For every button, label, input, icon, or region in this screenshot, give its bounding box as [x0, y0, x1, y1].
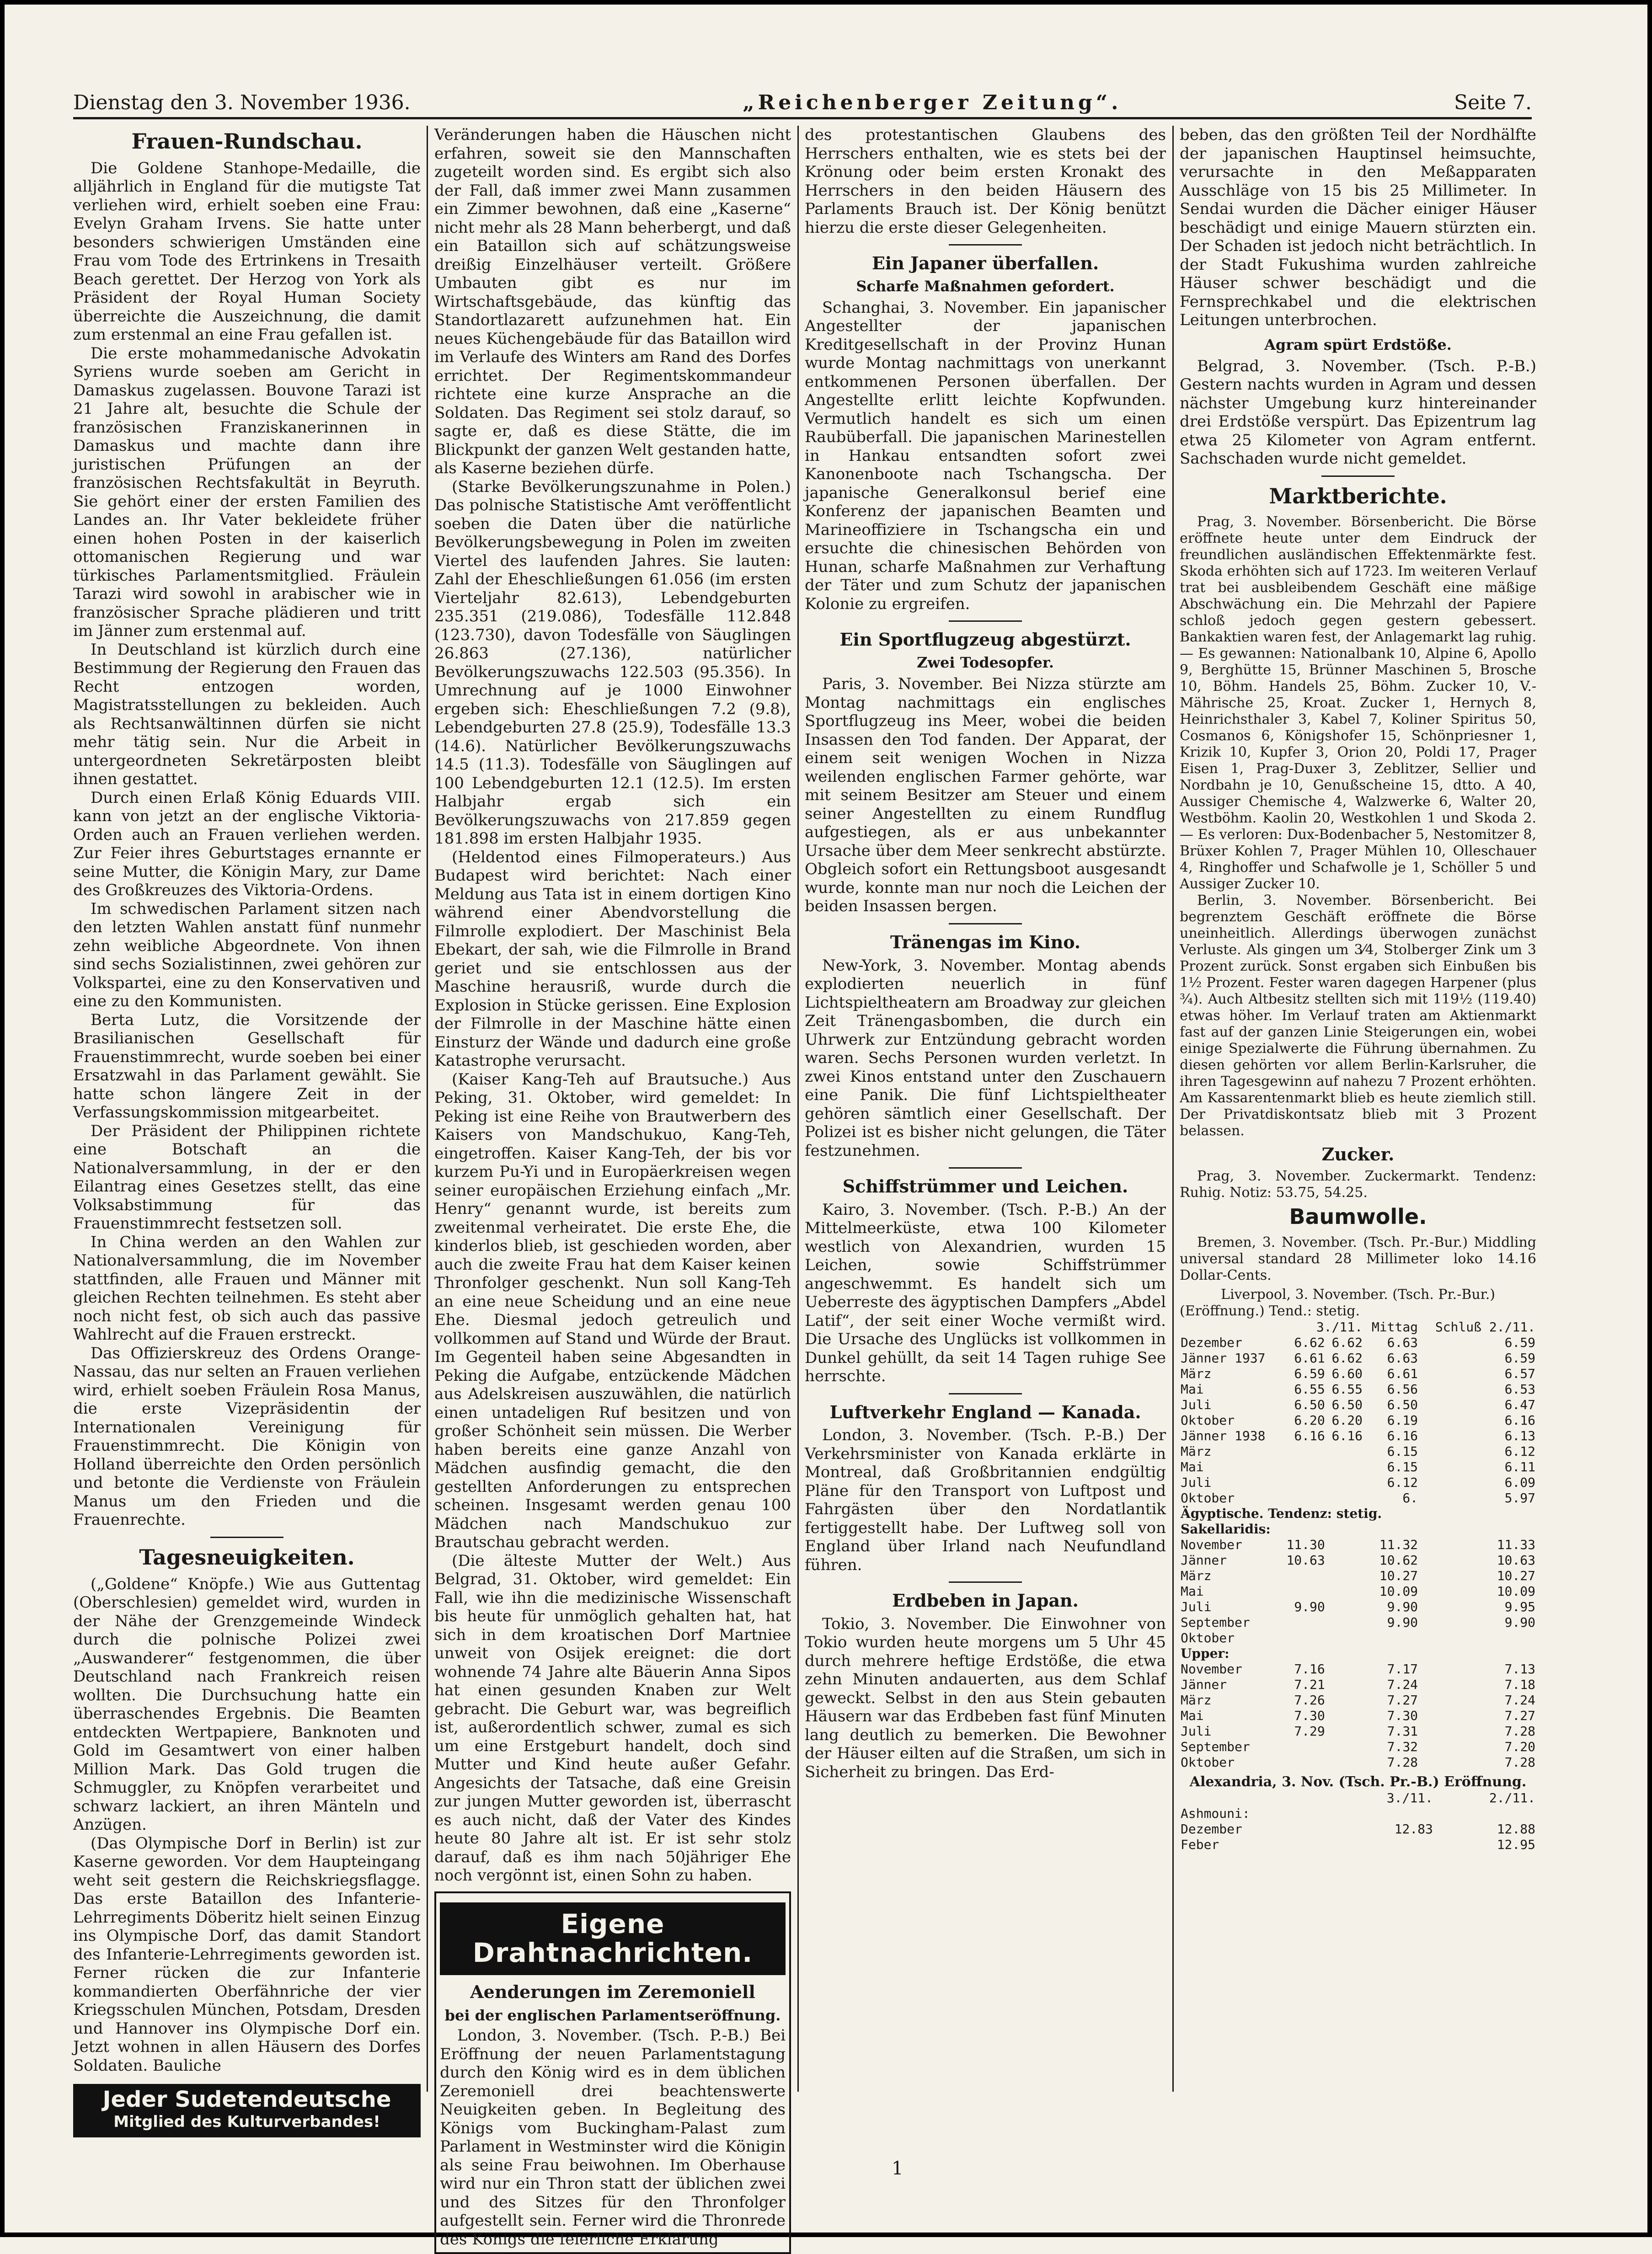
table-row-label: September — [1180, 1739, 1279, 1755]
table-cell: 10.09 — [1363, 1584, 1419, 1599]
article-paragraph: (Starke Bevölkerungszunahme in Polen.) Das polnische Statistische Amt veröffentlicht soeben die Daten über die natürliche Bevölkerungsbewegung in Polen im zweiten Viertel des laufenden Jahres. Sie lauten: Zahl der Eheschließungen 61.056 (im ersten Vierteljahr 82.613), Lebendgeburten 235.351 (219.086), Todesfälle 112.848 (123.730), davon Todesfälle von Säuglingen 26.863 (27.136), natürlicher Bevölkerungszuwachs 122.503 (95.356). In Umrechnung auf je 1000 Einwohner ergeben sich: Eheschließungen 7.2 (9.8), Lebendgeburten 27.8 (25.9), Todesfälle 13.3 (14.6). Natürlicher Bevölkerungszuwachs 14.5 (11.3). Todesfälle von Säuglingen auf 100 Lebendgeburten 12.1 (12.5). Im ersten Halbjahr ergab sich ein Bevölkerungszuwachs von 217.859 gegen 181.898 im ersten Halbjahr 1935. — [434, 478, 791, 848]
liverpool-subheader: (Eröffnung.) Tend.: stetig. — [1180, 1303, 1536, 1319]
market-report-prag: Prag, 3. November. Börsenbericht. Die Börse eröffnete heute unter dem Eindruck der freundlichen ausländischen Effektenmärkte fest. Skoda erhöhten sich auf 1723. Im weiteren Verlauf trat bei ausbleibendem Geschäft eine mäßige Abschwächung ein. Die Mehrzahl der Papiere schloß jedoch gegen gestern gebessert. Bankaktien waren fest, der Anlagemarkt lag ruhig. — Es gewannen: Nationalbank 10, Alpine 6, Apollo 9, Berghütte 15, Brünner Maschinen 5, Brosche 10, Böhm. Handels 25, Böhm. Zucker 10, V.-Mährische 25, Kroat. Zucker 1, Hernych 8, Heinrichsthaler 3, Kabel 7, Koliner Spiritus 50, Cosmanos 6, Königshofer 15, Schönpriesner 1, Krizik 10, Kupfer 3, Orion 20, Poldi 17, Prager Eisen 1, Prag-Duxer 3, Zeblitzer, Sellier und Nordbahn je 10, Genußscheine 15, dtto. A 40, Aussiger Chemische 4, Walzwerke 6, Walter 20, Westböhm. Kaolin 20, Westkohlen 1 und Skoda 2. — Es verloren: Dux-Bodenbacher 5, Nestomitzer 8, Brüxer Kohlen 7, Prager Mühlen 10, Olleschauer 4, Ringhoffer und Schafwolle je 1, Schöller 5 und Aussiger Zucker 10. — [1180, 514, 1536, 892]
table-cell — [1326, 1724, 1363, 1739]
article-paragraph: („Goldene“ Knöpfe.) Wie aus Guttentag (Oberschlesien) gemeldet wird, wurden in der Nähe der Grenzgemeinde Windeck durch die polnische Polizei zwei „Auswanderer“ festgenommen, die über Deutschland nach Frankreich reisen wollten. Die Durchsuchung hatte ein überraschendes Ergebnis. Die Beamten entdeckten Wertpapiere, Banknoten und Gold im Gesamtwert von einer halben Million Mark. Das Gold trugen die Schmuggler, zu Knöpfen verarbeitet und schwarz lackiert, an ihren Mänteln und Anzügen. — [73, 1575, 421, 1834]
page-header — [73, 82, 1532, 114]
table-row-label: Mai — [1180, 1459, 1279, 1475]
table-group-header: Upper: — [1180, 1646, 1536, 1661]
section-divider — [949, 1167, 1022, 1169]
table-cell — [1279, 1584, 1326, 1599]
column-4 — [1180, 126, 1536, 2092]
table-cell: 6.55 — [1279, 1382, 1326, 1397]
table-row-label: Oktober — [1180, 1490, 1279, 1506]
table-cell: 10.09 — [1419, 1584, 1536, 1599]
scan-border-left — [0, 0, 5, 2237]
table-col-header: Schluß 2./11. — [1419, 1319, 1536, 1335]
section-divider — [949, 1581, 1022, 1583]
table-cell: 7.28 — [1363, 1755, 1419, 1770]
column-rule-3 — [1172, 126, 1174, 2092]
table-row — [1180, 1599, 1536, 1615]
table-row-label: Feber — [1180, 1837, 1331, 1853]
table-cell: 7.27 — [1363, 1693, 1419, 1708]
table-cell — [1326, 1568, 1363, 1584]
market-report-berlin: Berlin, 3. November. Börsenbericht. Bei begrenztem Geschäft eröffnete die Börse uneinheitlich. Allerdings überwogen zunächst Verluste. Als gingen um 3⁄4, Stolberger Zink um 3 Prozent zurück. Sonst ergaben sich Einbußen bis 1½ Prozent. Fester waren dagegen Harpener (plus ¾). Auch Altbesitz stellten sich mit 119½ (119.40) etwas höher. Im Verlauf traten am Aktienmarkt fast auf der ganzen Linie Steigerungen ein, wobei einige Spezialwerte die Führung übernahmen. Zu diesen gehörten vor allem Berlin-Karlsruher, die ihren Tagesgewinn auf nahezu 7 Prozent erhöhten. Am Kassarentenmarkt blieb es heute ziemlich still. Der Privatdiskontsatz blieb mit 3 Prozent belassen. — [1180, 892, 1536, 1139]
table-cell — [1279, 1568, 1326, 1584]
table-cell: 9.90 — [1419, 1615, 1536, 1630]
table-cell: 7.29 — [1279, 1724, 1326, 1739]
table-row-label: März — [1180, 1366, 1279, 1382]
article-paragraph: Im schwedischen Parlament sitzen nach den letzten Wahlen anstatt fünf nunmehr zehn weibliche Abgeordnete. Von ihnen sind sechs Sozialistinnen, zwei gehören zur Volkspartei, eine zu den Konservativen und eine zu den Kommunisten. — [73, 900, 421, 1011]
section-title-tagesneuigkeiten: Tagesneuigkeiten. — [73, 1545, 421, 1570]
table-cell: 7.32 — [1363, 1739, 1419, 1755]
table-cell — [1326, 1475, 1363, 1490]
article-subtitle: bei der englischen Parlamentseröffnung. — [440, 2006, 786, 2025]
table-cell: 6.12 — [1419, 1444, 1536, 1459]
table-cell: 7.24 — [1363, 1677, 1419, 1693]
table-cell — [1326, 1553, 1363, 1568]
article-paragraph: Tokio, 3. November. Die Einwohner von Tokio wurden heute morgens um 5 Uhr 45 durch mehrere heftige Erdstöße, die etwa zehn Minuten andauerten, aus dem Schlaf geweckt. Selbst in den aus Stein gebauten Häusern war das Erdbeben fast fünf Minuten lang deutlich zu bemerken. Die Bewohner der Häuser eilten auf die Straßen, um sich in Sicherheit zu bringen. Das Erd- — [805, 1615, 1166, 1782]
table-cell: 9.90 — [1363, 1615, 1419, 1630]
table-cell: 7.30 — [1363, 1708, 1419, 1724]
article-title-sportflugzeug: Ein Sportflugzeug abgestürzt. — [805, 629, 1166, 650]
table-cell: 6.57 — [1419, 1366, 1536, 1382]
table-cell: 6.16 — [1326, 1428, 1363, 1444]
article-paragraph: Paris, 3. November. Bei Nizza stürzte am Montag nachmittags ein englisches Sportflugzeug ins Meer, wobei die beiden Insassen den Tod fanden. Der Apparat, der einem seit wenigen Wochen in Nizza weilenden englischen Farmer gehörte, war mit seinem Besitzer am Steuer und einem seiner Angestellten zu einem Rundflug aufgestiegen, als er aus unbekannter Ursache über dem Meer senkrecht abstürzte. Obgleich sofort ein Rettungsboot ausgesandt wurde, konnte man nur noch die Leichen der beiden Insassen bergen. — [805, 675, 1166, 916]
table-row — [1180, 1366, 1536, 1382]
table-cell — [1363, 1630, 1419, 1646]
table-cell — [1419, 1630, 1536, 1646]
column-3 — [805, 126, 1166, 2092]
table-cell — [1279, 1444, 1326, 1459]
liverpool-header: Liverpool, 3. November. (Tsch. Pr.-Bur.) — [1180, 1287, 1536, 1303]
article-title-traenengas: Tränengas im Kino. — [805, 932, 1166, 953]
article-title-zucker: Zucker. — [1180, 1144, 1536, 1165]
table-row-label: Dezember — [1180, 1821, 1331, 1837]
table-cell: 10.27 — [1363, 1568, 1419, 1584]
table-cell: 6.59 — [1279, 1366, 1326, 1382]
alexandria-table — [1180, 1790, 1536, 1853]
table-cell: 6.19 — [1363, 1413, 1419, 1428]
table-cell: 6.60 — [1326, 1366, 1363, 1382]
table-row-label: Mai — [1180, 1584, 1279, 1599]
table-row-label: Oktober — [1180, 1413, 1279, 1428]
table-col-header: 3./11. — [1279, 1319, 1363, 1335]
table-cell: 12.83 — [1331, 1821, 1434, 1837]
table-row — [1180, 1693, 1536, 1708]
table-row — [1180, 1568, 1536, 1584]
article-paragraph: (Die älteste Mutter der Welt.) Aus Belgrad, 31. Oktober, wird gemeldet: Ein Fall, wie ihn die medizinische Wissenschaft bis heute für unmöglich gehalten hat, hat sich in dem kroatischen Dorf Martniee unweit von Osijek ereignet: die dort wohnende 74 Jahre alte Bäuerin Anna Sipos hat einen gesunden Knaben zur Welt gebracht. Die Geburt war, was begreiflich ist, außerordentlich schwer, zumal es sich um eine Erstgeburt handelt, doch sind Mutter und Kind heute außer Gefahr. Angesichts der Tatsache, daß eine Greisin zur jungen Mutter geworden ist, überrascht es auch nicht, daß der Vater des Kindes heute 80 Jahre alt ist. Er ist sehr stolz darauf, daß es ihm nach 50jähriger Ehe noch vergönnt ist, einen Sohn zu haben. — [434, 1552, 791, 1885]
table-row-label: Juli — [1180, 1599, 1279, 1615]
table-row — [1180, 1630, 1536, 1646]
table-row — [1180, 1553, 1536, 1568]
table-cell: 10.62 — [1363, 1553, 1419, 1568]
cotton-table — [1180, 1319, 1536, 1770]
table-cell: 7.31 — [1363, 1724, 1419, 1739]
section-title-frauen-rundschau: Frauen-Rundschau. — [73, 129, 421, 154]
table-row-label: November — [1180, 1661, 1279, 1677]
table-row-label: September — [1180, 1615, 1279, 1630]
article-paragraph: Der Präsident der Philippinen richtete eine Botschaft an die Nationalversammlung, in der er den Eilantrag eines Gesetzes stellt, das eine Volksabstimmung für das Frauenstimmrecht festsetzen soll. — [73, 1122, 421, 1233]
section-divider — [949, 244, 1022, 246]
article-subtitle: Scharfe Maßnahmen gefordert. — [805, 278, 1166, 295]
table-row — [1180, 1837, 1536, 1853]
table-cell: 7.13 — [1419, 1661, 1536, 1677]
table-cell — [1326, 1490, 1363, 1506]
table-cell — [1434, 1806, 1536, 1821]
table-cell — [1326, 1584, 1363, 1599]
table-cell: 11.30 — [1279, 1537, 1326, 1553]
table-cell: 10.63 — [1279, 1553, 1326, 1568]
table-cell: 6.09 — [1419, 1475, 1536, 1490]
table-cell: 6.16 — [1363, 1428, 1419, 1444]
table-cell: 6.62 — [1326, 1335, 1363, 1351]
article-paragraph: (Das Olympische Dorf in Berlin) ist zur Kaserne geworden. Vor dem Haupteingang weht seit gestern die Reichskriegsflagge. Das erste Bataillon des Infanterie-Lehrregiments Döberitz hielt seinen Einzug ins Olympische Dorf, das damit Standort des Infanterie-Lehrregiments geworden ist. Ferner rücken die zur Infanterie kommandierten Oberfähnriche der vier Kriegsschulen München, Potsdam, Dresden und Hannover ins Olympische Dorf ein. Jetzt wohnen in allen Häusern des Dorfes Soldaten. Bauliche — [73, 1834, 421, 2075]
table-cell — [1326, 1708, 1363, 1724]
table-row — [1180, 1739, 1536, 1755]
article-paragraph: In China werden an den Wahlen zur Nationalversammlung, die im November stattfinden, alle Frauen und Männer mit gleichen Rechten teilnehmen. Es steht aber noch nicht fest, ob sich auch das passive Wahlrecht auf die Frauen erstreckt. — [73, 1233, 421, 1344]
table-cell — [1326, 1739, 1363, 1755]
table-cell: 6.56 — [1363, 1382, 1419, 1397]
column-rule-2 — [797, 126, 799, 2092]
table-row — [1180, 1755, 1536, 1770]
table-row — [1180, 1661, 1536, 1677]
table-cell: 6. — [1363, 1490, 1419, 1506]
table-cell: 7.28 — [1419, 1724, 1536, 1739]
table-cell — [1279, 1490, 1326, 1506]
table-cell: 7.27 — [1419, 1708, 1536, 1724]
table-row — [1180, 1428, 1536, 1444]
table-cell: 6.20 — [1279, 1413, 1326, 1428]
header-date: Dienstag den 3. November 1936. — [73, 91, 411, 114]
header-rule — [73, 117, 1532, 119]
table-row — [1180, 1708, 1536, 1724]
table-cell: 6.16 — [1419, 1413, 1536, 1428]
table-cell: 6.59 — [1419, 1351, 1536, 1366]
table-row-label: März — [1180, 1568, 1279, 1584]
article-paragraph: Belgrad, 3. November. (Tsch. P.-B.) Gestern nachts wurden in Agram und dessen nächster Umgebung kurz hintereinander drei Erdstöße verspürt. Das Epizentrum lag etwa 25 Kilometer von Agram entfernt. Sachschaden wurde nicht gemeldet. — [1180, 357, 1536, 468]
table-cell — [1326, 1693, 1363, 1708]
table-cell: 7.20 — [1419, 1739, 1536, 1755]
ad-line-2: Mitglied des Kulturverbandes! — [76, 2113, 418, 2131]
header-page-number: Seite 7. — [1454, 91, 1532, 114]
table-row-label: Mai — [1180, 1382, 1279, 1397]
table-cell: 6.15 — [1363, 1444, 1419, 1459]
table-cell: 10.63 — [1419, 1553, 1536, 1568]
article-title-erdbeben: Erdbeben in Japan. — [805, 1590, 1166, 1611]
alexandria-header: Alexandria, 3. Nov. (Tsch. Pr.-B.) Eröffnung. — [1180, 1774, 1536, 1790]
table-group-header: Sakellaridis: — [1180, 1522, 1536, 1537]
article-title-luftverkehr: Luftverkehr England — Kanada. — [805, 1402, 1166, 1423]
table-cell: 10.27 — [1419, 1568, 1536, 1584]
article-paragraph: Durch einen Erlaß König Eduards VIII. kann von jetzt an der englische Viktoria-Orden auch an Frauen verliehen werden. Zur Feier ihres Geburtstages ernannte er seine Mutter, die Königin Mary, zur Dame des Großkreuzes des Viktoria-Ordens. — [73, 789, 421, 900]
table-cell: 6.11 — [1419, 1459, 1536, 1475]
table-row — [1180, 1584, 1536, 1599]
article-paragraph: beben, das den größten Teil der Nordhälfte der japanischen Hauptinsel heimsuchte, verursachte in den Meßapparaten Ausschläge von 15 bis 25 Millimeter. In Sendai wurden die Dächer einiger Häuser beschädigt und einige Mauern stürzten ein. Der Schaden ist jedoch nicht beträchtlich. In der Stadt Fukushima wurden zahlreiche Häuser schwer beschädigt und die Fernsprechkabel und die elektrischen Leitungen unterbrochen. — [1180, 126, 1536, 330]
table-row — [1180, 1397, 1536, 1413]
table-cell: 7.21 — [1279, 1677, 1326, 1693]
header-newspaper-name: „Reichenberger Zeitung“. — [743, 91, 1122, 114]
table-cell: 6.16 — [1279, 1428, 1326, 1444]
table-row-label: Oktober — [1180, 1630, 1279, 1646]
table-cell: 6.47 — [1419, 1397, 1536, 1413]
table-row — [1180, 1724, 1536, 1739]
table-cell: 6.63 — [1363, 1351, 1419, 1366]
banner-eigene-drahtnachrichten: Eigene Drahtnachrichten. — [440, 1902, 786, 1976]
table-cell: 6.20 — [1326, 1413, 1363, 1428]
table-row-label: Juli — [1180, 1724, 1279, 1739]
section-divider — [1321, 475, 1395, 477]
table-cell — [1326, 1755, 1363, 1770]
table-cell: 6.53 — [1419, 1382, 1536, 1397]
table-row-label: Mai — [1180, 1708, 1279, 1724]
table-row-label: Jänner 1937 — [1180, 1351, 1279, 1366]
table-cell — [1326, 1599, 1363, 1615]
column-rule-1 — [427, 126, 428, 2092]
scan-border-top — [0, 0, 1652, 5]
scan-border-right — [1647, 0, 1652, 2237]
table-cell: 9.90 — [1363, 1599, 1419, 1615]
scan-border-bottom — [0, 2233, 1652, 2237]
table-cell — [1326, 1661, 1363, 1677]
article-paragraph: Die Goldene Stanhope-Medaille, die alljährlich in England für die mutigste Tat verliehen wird, erhielt soeben eine Frau: Evelyn Graham Irvens. Sie hatte unter besonders schwierigen Umständen eine Frau vom Tode des Ertrinkens in Tresaith Beach gerettet. Der Herzog von York als Präsident der Royal Human Society überreichte die Auszeichnung, die damit zum erstenmal an eine Frau gefallen ist. — [73, 159, 421, 344]
table-cell: 9.95 — [1419, 1599, 1536, 1615]
table-row-label: Juli — [1180, 1475, 1279, 1490]
table-cell — [1331, 1837, 1434, 1853]
table-cell: 6.13 — [1419, 1428, 1536, 1444]
table-row — [1180, 1677, 1536, 1693]
table-cell: 9.90 — [1279, 1599, 1326, 1615]
market-report-bremen: Bremen, 3. November. (Tsch. Pr.-Bur.) Middling universal standard 28 Millimeter loko 14.16 Dollar-Cents. — [1180, 1234, 1536, 1284]
table-cell — [1279, 1755, 1326, 1770]
table-cell: 6.50 — [1363, 1397, 1419, 1413]
table-cell — [1279, 1615, 1326, 1630]
table-cell — [1326, 1459, 1363, 1475]
table-cell — [1326, 1537, 1363, 1553]
table-cell — [1326, 1630, 1363, 1646]
table-row-label: Jänner 1938 — [1180, 1428, 1279, 1444]
article-subtitle: Zwei Todesopfer. — [805, 654, 1166, 671]
table-cell: 7.26 — [1279, 1693, 1326, 1708]
market-report-zucker: Prag, 3. November. Zuckermarkt. Tendenz: Ruhig. Notiz: 53.75, 54.25. — [1180, 1168, 1536, 1201]
article-paragraph: (Heldentod eines Filmoperateurs.) Aus Budapest wird berichtet: Nach einer Meldung aus Tata ist in einem dortigen Kino während einer Abendvorstellung die Filmrolle explodiert. Der Maschinist Bela Ebekart, der sah, wie die Filmrolle in Brand geriet und sie entschlossen aus der Maschine herausriß, wurde durch die Explosion in Stücke gerissen. Eine Explosion der Filmrolle in der Maschine hätte einen Einsturz der Wände und dadurch eine große Katastrophe verursacht. — [434, 848, 791, 1070]
table-cell: 6.61 — [1363, 1366, 1419, 1382]
table-cell: 12.88 — [1434, 1821, 1536, 1837]
table-cell: 6.15 — [1363, 1459, 1419, 1475]
table-row — [1180, 1537, 1536, 1553]
table-row — [1180, 1615, 1536, 1630]
table-col-header: Mittag — [1363, 1319, 1419, 1335]
article-paragraph: Das Offizierskreuz des Ordens Orange-Nassau, das nur selten an Frauen verliehen wird, erhielt soeben Fräulein Rosa Manus, die erste Vizepräsidentin der Internationalen Vereinigung für Frauenstimmrecht. Die Königin von Holland überreichte den Orden persönlich und betonte die Verdienste von Fräulein Manus um den Frieden und die Frauenrechte. — [73, 1344, 421, 1529]
table-cell: 7.28 — [1419, 1755, 1536, 1770]
table-row — [1180, 1351, 1536, 1366]
table-cell: 6.62 — [1279, 1335, 1326, 1351]
table-row-label: Jänner — [1180, 1677, 1279, 1693]
section-divider — [949, 923, 1022, 924]
table-row — [1180, 1821, 1536, 1837]
wire-news-box — [434, 1891, 791, 2254]
section-divider — [949, 1393, 1022, 1394]
table-cell — [1326, 1615, 1363, 1630]
table-cell — [1279, 1630, 1326, 1646]
table-row — [1180, 1413, 1536, 1428]
table-cell — [1331, 1806, 1434, 1821]
column-2 — [434, 126, 791, 2092]
table-cell: 7.16 — [1279, 1661, 1326, 1677]
table-row-label: Juli — [1180, 1397, 1279, 1413]
table-cell: 6.50 — [1326, 1397, 1363, 1413]
table-cell: 7.24 — [1419, 1693, 1536, 1708]
article-paragraph: London, 3. November. (Tsch. P.-B.) Bei Eröffnung der neuen Parlamentstagung durch den König wird es in dem üblichen Zeremoniell drei beachtenswerte Neuigkeiten geben. In Begleitung des Königs vom Buckingham-Palast zum Parlament in Westminster wird die Königin als seine Frau beiwohnen. Im Oberhause wird nur ein Thron statt der üblichen zwei und des Sitzes für den Thronfolger aufgestellt sein. Ferner wird die Thronrede des Königs die feierliche Erklärung — [440, 2026, 786, 2249]
table-row — [1180, 1382, 1536, 1397]
article-paragraph: Die erste mohammedanische Advokatin Syriens wurde soeben am Gericht in Damaskus zugelassen. Bouvone Tarazi ist 21 Jahre alt, besuchte die Schule der französischen Franziskanerinnen in Damaskus und machte dann ihre juristischen Prüfungen an der französischen Rechtsfakultät in Beyruth. Sie gehört einer der ersten Familien des Landes an. Ihr Vater bekleidete früher einen hohen Posten in der kaiserlich ottomanischen Regierung und war türkisches Parlamentsmitglied. Fräulein Tarazi wird sowohl in arabischer wie in französischer Sprache plädieren und tritt im Jänner zum erstenmal auf. — [73, 344, 421, 641]
article-title-agram: Agram spürt Erdstöße. — [1180, 336, 1536, 353]
table-cell: 12.95 — [1434, 1837, 1536, 1853]
article-paragraph: (Kaiser Kang-Teh auf Brautsuche.) Aus Peking, 31. Oktober, wird gemeldet: In Peking ist eine Reihe von Brautwerbern des Kaisers von Mandschukuo, Kang-Teh, eingetroffen. Kaiser Kang-Teh, der bis vor kurzem Pu-Yi und in Europäerkreisen wegen seiner europäischen Erziehung einfach „Mr. Henry“ genannt wurde, ist bereits zum zweitenmal verheiratet. Die erste Ehe, die kinderlos blieb, ist geschieden worden, aber auch die zweite Frau hat dem Kaiser keinen Thronfolger geschenkt. Nun soll Kang-Teh an eine neue Scheidung und an eine neue Ehe. Diesmal jedoch getreulich und vollkommen auf Stand und Würde der Braut. Im Gegenteil haben seine Abgesandten in Peking die Aufgabe, entzückende Mädchen aus Adelskreisen auszuwählen, die natürlich einen untadeligen Ruf besitzen und von großer Schönheit sein müssen. Die Werber haben bereits eine ganze Anzahl von Mädchen ausfindig gemacht, die den gestellten Anforderungen zu entsprechen scheinen. Insgesamt werden genau 100 Mädchen nach Mandschukuo zur Brautschau gebracht werden. — [434, 1070, 791, 1552]
table-cell: 5.97 — [1419, 1490, 1536, 1506]
table-group-header: Ägyptische. Tendenz: stetig. — [1180, 1506, 1536, 1522]
table-cell: 6.61 — [1279, 1351, 1326, 1366]
article-paragraph: In Deutschland ist kürzlich durch eine Bestimmung der Regierung den Frauen das Recht entzogen worden, Magistratsstellungen zu bekleiden. Auch als Rechtsanwältinnen dürfen sie nicht mehr tätig sein. Nur die Arbeit in untergeordneten Sekretärposten bleibt ihnen gestattet. — [73, 641, 421, 789]
table-row — [1180, 1335, 1536, 1351]
table-cell: 11.32 — [1363, 1537, 1419, 1553]
section-title-baumwolle: Baumwolle. — [1180, 1205, 1536, 1229]
table-row-label: Ashmouni: — [1180, 1806, 1331, 1821]
table-cell: 6.59 — [1419, 1335, 1536, 1351]
table-cell: 6.12 — [1363, 1475, 1419, 1490]
table-row-label: März — [1180, 1693, 1279, 1708]
table-cell — [1326, 1444, 1363, 1459]
table-cell — [1279, 1739, 1326, 1755]
table-row-label: Dezember — [1180, 1335, 1279, 1351]
table-cell — [1326, 1677, 1363, 1693]
table-cell: 6.50 — [1279, 1397, 1326, 1413]
table-row — [1180, 1806, 1536, 1821]
table-cell — [1279, 1459, 1326, 1475]
article-title-japaner: Ein Japaner überfallen. — [805, 253, 1166, 274]
table-col-header: 2./11. — [1434, 1790, 1536, 1806]
table-row — [1180, 1444, 1536, 1459]
column-1 — [73, 126, 421, 2092]
table-cell: 7.17 — [1363, 1661, 1419, 1677]
article-paragraph: Schanghai, 3. November. Ein japanischer Angestellter der japanischen Kreditgesellschaft in der Provinz Hunan wurde Montag nachmittags von unerkannt entkommenen Personen überfallen. Der Angestellte erlitt leichte Kopfwunden. Vermutlich handelt es sich um einen Raubüberfall. Die japanischen Marinestellen in Hankau entsandten sofort zwei Kanonenboote nach Tschangscha. Der japanische Generalkonsul berief eine Konferenz der japanischen Beamten und Marineoffiziere in Tschangscha ein und ersuchte die chinesischen Behörden von Hunan, scharfe Maßnahmen zur Verhaftung der Täter und zum Schutz der japanischen Kolonie zu ergreifen. — [805, 299, 1166, 614]
article-paragraph: New-York, 3. November. Montag abends explodierten neuerlich in fünf Lichtspieltheatern am Broadway zur gleichen Zeit Tränengasbomben, die durch ein Uhrwerk zur Entzündung gebracht worden waren. Sechs Personen wurden verletzt. In zwei Kinos entstand unter den Zuschauern eine Panik. Die fünf Lichtspieltheater gehören sämtlich einer Gesellschaft. Der Polizei ist es bisher nicht gelungen, die Täter festzunehmen. — [805, 956, 1166, 1160]
ad-line-1: Jeder Sudetendeutsche — [76, 2090, 418, 2109]
article-paragraph: London, 3. November. (Tsch. P.-B.) Der Verkehrsminister von Kanada erklärte in Montreal, daß Großbritannien endgültig Pläne für den Transport von Luftpost und Fahrgästen über den Nordatlantik fertiggestellt habe. Der Luftweg soll von England über Irland nach Neufundland führen. — [805, 1426, 1166, 1574]
page-footer-mark: 1 — [892, 2158, 903, 2179]
table-row-label: Jänner — [1180, 1553, 1279, 1568]
article-title-zeremoniell: Aenderungen im Zeremoniell — [440, 1982, 786, 2003]
table-row — [1180, 1459, 1536, 1475]
table-cell: 6.62 — [1326, 1351, 1363, 1366]
table-cell: 6.55 — [1326, 1382, 1363, 1397]
table-row — [1180, 1490, 1536, 1506]
section-divider — [210, 1537, 283, 1538]
article-paragraph: Berta Lutz, die Vorsitzende der Brasilianischen Gesellschaft für Frauenstimmrecht, wurde soeben bei einer Ersatzwahl in das Parlament gewählt. Sie hatte schon längere Zeit in der Verfassungskommission mitgearbeitet. — [73, 1011, 421, 1122]
article-paragraph: Kairo, 3. November. (Tsch. P.-B.) An der Mittelmeerküste, etwa 100 Kilometer westlich von Alexandrien, wurden 15 Leichen, sowie Schiffstrümmer angeschwemmt. Es handelt sich um Ueberreste des ägyptischen Dampfers „Abdel Latif“, der seit einer Woche vermißt wird. Die Ursache des Unglücks ist vollkommen in Dunkel gehüllt, da seit 14 Tagen ruhige See herrschte. — [805, 1201, 1166, 1386]
table-row-label: März — [1180, 1444, 1279, 1459]
table-row — [1180, 1475, 1536, 1490]
section-divider — [949, 620, 1022, 622]
table-col-header: 3./11. — [1331, 1790, 1434, 1806]
table-row-label: November — [1180, 1537, 1279, 1553]
table-cell: 11.33 — [1419, 1537, 1536, 1553]
table-cell: 6.63 — [1363, 1335, 1419, 1351]
table-cell: 7.30 — [1279, 1708, 1326, 1724]
table-row-label: Oktober — [1180, 1755, 1279, 1770]
section-title-marktberichte: Marktberichte. — [1180, 484, 1536, 508]
kulturverband-advertisement — [73, 2084, 421, 2137]
table-cell: 7.18 — [1419, 1677, 1536, 1693]
table-cell — [1279, 1475, 1326, 1490]
article-paragraph: Veränderungen haben die Häuschen nicht erfahren, soweit sie den Mannschaften zugeteilt worden sind. Es ergibt sich also der Fall, daß immer zwei Mann zusammen ein Zimmer bewohnen, daß eine „Kaserne“ nicht mehr als 28 Mann beherbergt, und daß ein Bataillon sich auf schätzungsweise dreißig Einzelhäuser verteilt. Größere Umbauten gibt es nur im Wirtschaftsgebäude, das künftig das Standortlazarett aufzunehmen hat. Ein neues Küchengebäude für das Bataillon wird im Verlaufe des Winters am Rand des Dorfes errichtet. Der Regimentskommandeur richtete eine kurze Ansprache an die Soldaten. Das Regiment sei stolz darauf, so sagte er, daß es diese Stätte, die im Blickpunkt der ganzen Welt gestanden hatte, als Kaserne beziehen dürfe. — [434, 126, 791, 478]
article-paragraph: des protestantischen Glaubens des Herrschers enthalten, wie es stets bei der Krönung oder beim ersten Kronakt des Herrschers in den beiden Häusern des Parlaments Brauch ist. Der König benützt hierzu die erste dieser Gelegenheiten. — [805, 126, 1166, 237]
article-title-schiffstruemmer: Schiffstrümmer und Leichen. — [805, 1176, 1166, 1197]
